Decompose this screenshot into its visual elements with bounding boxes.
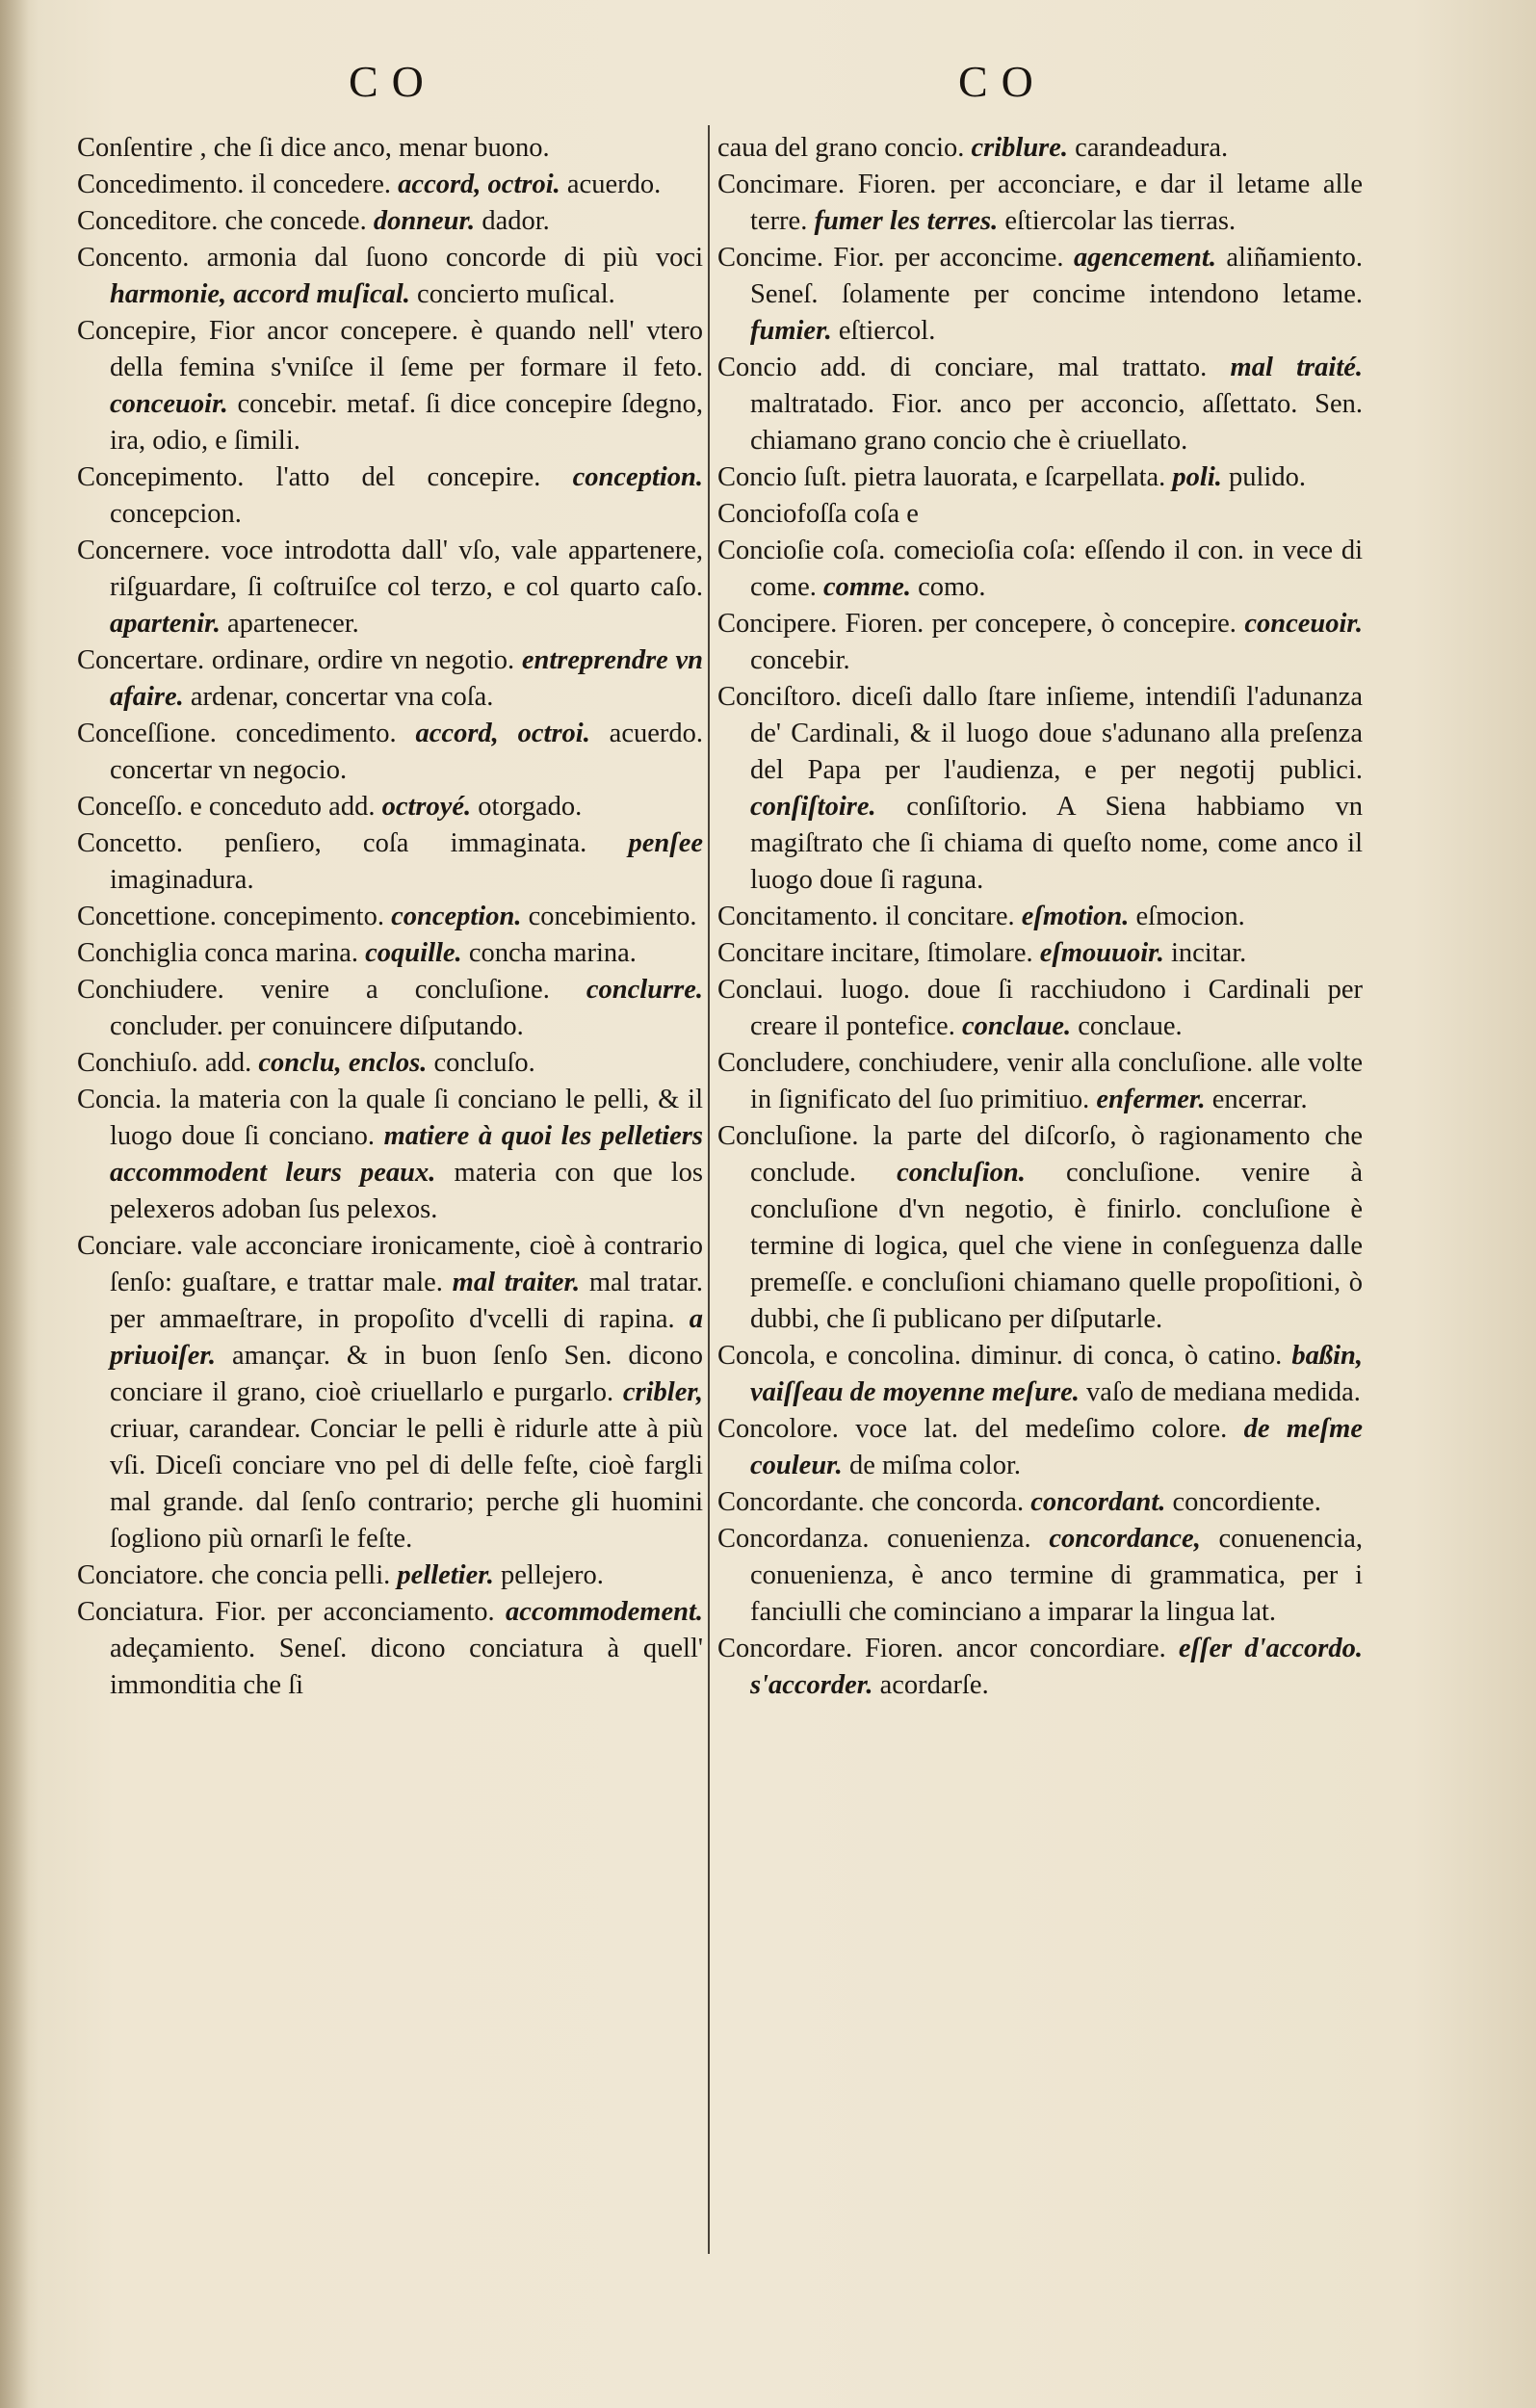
spanish-gloss: incitar. — [1170, 938, 1247, 968]
spanish-gloss: carandeadura. — [1075, 133, 1229, 163]
french-gloss: baßin, vaiſſeau de moyenne meſure. — [750, 1341, 1363, 1407]
headword: Concola, — [717, 1341, 817, 1371]
dictionary-entry — [77, 716, 703, 789]
headword: Concitamento. — [717, 902, 879, 931]
spanish-gloss: imaginadura. — [110, 865, 254, 895]
headword: Conciofoſſa — [717, 499, 847, 529]
definition: Fioren. ancor concordiare. — [865, 1634, 1166, 1663]
right-column — [717, 130, 1363, 1704]
definition: venire a concluſione. — [260, 975, 550, 1005]
spanish-gloss: concebir. metaf. ſi dice concepire ſdegno, ira, odio, e ſimili. — [110, 389, 703, 456]
definition: penſiero, coſa immaginata. — [224, 828, 587, 858]
definition: conca marina. — [204, 938, 359, 968]
french-gloss: eſmouuoir. — [1039, 938, 1164, 968]
french-gloss: enfermer. — [1096, 1085, 1206, 1114]
dictionary-entry — [77, 825, 703, 899]
dictionary-entry — [77, 1045, 703, 1082]
spanish-gloss: acuerdo. concertar vn negocio. — [110, 719, 703, 785]
running-head-right: CO — [958, 57, 1047, 106]
headword: Concordante. — [717, 1487, 865, 1517]
dictionary-entry — [717, 240, 1363, 350]
french-gloss: concordance, — [1049, 1524, 1201, 1554]
dictionary-entry — [717, 1521, 1363, 1631]
french-gloss: mal traiter. — [452, 1268, 581, 1297]
french-gloss: entreprendre vn afaire. — [110, 645, 703, 712]
spanish-gloss: concha marina. — [468, 938, 637, 968]
spanish-gloss: criuar, carandear. Conciar le pelli è ridurle atte à più vſi. Diceſi conciare vno pel di delle feſte, cioè fargli mal grande. dal ſenſo contrario; perche gli huomini ſogliono più ornarſi le feſte. — [110, 1414, 703, 1554]
headword: Concio — [717, 353, 797, 382]
spanish-gloss: encerrar. — [1211, 1085, 1308, 1114]
dictionary-entry — [77, 972, 703, 1045]
french-gloss: conception. — [572, 462, 704, 492]
definition: vale acconciare ironicamente, cioè à contrario ſenſo: guaſtare, e trattar male. — [110, 1231, 703, 1297]
spanish-gloss: eſtiercol. — [838, 316, 936, 346]
french-gloss: accommodement. — [506, 1597, 704, 1627]
dictionary-entry — [77, 1228, 703, 1557]
french-gloss: accord, octroi. — [415, 719, 590, 748]
french-gloss: eſſer d'accordo. — [1178, 1634, 1364, 1663]
french-gloss: donneur. — [373, 206, 476, 236]
dictionary-entry — [77, 1594, 703, 1704]
spanish-gloss: conclaue. — [1078, 1011, 1183, 1041]
definition: coſa. comecioſia coſa: eſſendo il con. in vece di come. — [750, 536, 1363, 602]
headword: Conſentire — [77, 133, 194, 163]
dictionary-entry — [77, 313, 703, 459]
dictionary-entry — [77, 240, 703, 313]
headword: Concimare. — [717, 170, 846, 199]
french-gloss: matiere à quoi les pelletiers accommodent leurs peaux. — [110, 1121, 703, 1188]
spanish-gloss: conuenencia, conuenienza, è anco termine di grammatica, per i fanciulli che cominciano a imparar la lingua lat. — [750, 1524, 1364, 1627]
left-column — [77, 130, 703, 1704]
spanish-gloss: dador. — [482, 206, 550, 236]
dictionary-entry — [717, 459, 1363, 496]
definition: incitare, ſtimolare. — [830, 938, 1033, 968]
definition: conuenienza. — [887, 1524, 1031, 1554]
dictionary-entry — [717, 1045, 1363, 1118]
definition: Fior. per acconcime. — [833, 243, 1064, 273]
spanish-gloss: adeçamiento. Seneſ. dicono conciatura à quell' immonditia che ſi — [110, 1634, 703, 1700]
headword: Concordanza. — [717, 1524, 870, 1554]
french-gloss: conceuoir. — [1244, 609, 1364, 639]
dictionary-entry — [77, 1082, 703, 1228]
headword: Concetto. — [77, 828, 184, 858]
french-gloss: concordant. — [1030, 1487, 1166, 1517]
french-gloss: coquille. — [365, 938, 462, 968]
spanish-gloss: materia con que los pelexeros adoban ſus pelexos. — [110, 1158, 704, 1224]
headword: Conceſſione. — [77, 719, 217, 748]
spanish-gloss: apartenecer. — [226, 609, 359, 639]
spanish-gloss: maltratado. Fior. anco per acconcio, aſſettato. Sen. chiamano grano concio che è criuellato. — [750, 389, 1363, 456]
dictionary-entry — [77, 459, 703, 533]
definition: e conceduto add. — [190, 792, 376, 822]
definition: e concolina. diminur. di conca, ò catino. — [825, 1341, 1283, 1371]
french-gloss: apartenir. — [110, 609, 221, 639]
headword: Concime. — [717, 243, 824, 273]
headword: Conchiudere. — [77, 975, 224, 1005]
definition: l'atto del concepire. — [275, 462, 541, 492]
definition: che concorda. — [871, 1487, 1025, 1517]
spanish-gloss: pellejero. — [501, 1560, 604, 1590]
french-gloss: criblure. — [971, 133, 1069, 163]
spanish-gloss: como. — [918, 572, 986, 602]
spanish-gloss: concebimiento. — [528, 902, 697, 931]
french-gloss: pelletier. — [397, 1560, 494, 1590]
dictionary-entry — [77, 899, 703, 935]
column-rule — [708, 125, 710, 2254]
french-gloss: penſee — [628, 828, 704, 858]
dictionary-entry — [717, 972, 1363, 1045]
definition: che concede. — [224, 206, 367, 236]
headword: Conciare. — [77, 1231, 183, 1261]
definition: concedimento. — [235, 719, 397, 748]
definition: il concedere. — [250, 170, 392, 199]
definition: la parte del diſcorſo, ò ragionamento che conclude. — [750, 1121, 1364, 1188]
definition: Fior. per acconciamento. — [215, 1597, 495, 1627]
headword: Conchiuſo. — [77, 1048, 198, 1078]
dictionary-entry — [77, 642, 703, 716]
french-gloss: conception. — [391, 902, 522, 931]
definition: Fior ancor concepere. è quando nell' vtero della femina s'vniſce il ſeme per formare il feto. — [110, 316, 703, 382]
dictionary-entry — [77, 130, 703, 167]
spanish-gloss: pulido. — [1229, 462, 1306, 492]
dictionary-entry — [717, 1484, 1363, 1521]
definition: diceſi dallo ſtare inſieme, intendiſi l'adunanza de' Cardinali, & il luogo doue s'adunano alla preſenza del Papa per l'audienza, e per negotij publici. — [750, 682, 1364, 785]
spanish-gloss: mal tratar. per ammaeſtrare, in propoſito d'vcelli di rapina. — [110, 1268, 704, 1334]
dictionary-entry — [717, 606, 1363, 679]
dictionary-entry — [717, 679, 1363, 899]
headword: Concioſie — [717, 536, 824, 565]
headword: Concluſione. — [717, 1121, 859, 1151]
french-gloss: de meſme couleur. — [750, 1414, 1364, 1480]
headword: Concertare. — [77, 645, 205, 675]
french-gloss: mal traité. — [1230, 353, 1364, 382]
french-gloss: harmonie, accord muſical. — [110, 279, 410, 309]
headword: Conciatore. — [77, 1560, 205, 1590]
headword: Concento. — [77, 243, 190, 273]
headword: Concitare — [717, 938, 824, 968]
definition: caua del grano concio. — [717, 133, 965, 163]
definition: ordinare, ordire vn negotio. — [211, 645, 515, 675]
spanish-gloss: acordarſe. — [879, 1670, 989, 1700]
french-gloss: a priuoiſer. — [110, 1304, 703, 1371]
headword: Conciatura. — [77, 1597, 205, 1627]
dictionary-entry — [717, 350, 1363, 459]
headword: Concludere, — [717, 1048, 851, 1078]
french-gloss: agencement. — [1073, 243, 1216, 273]
dictionary-entry — [717, 1411, 1363, 1484]
dictionary-entry — [717, 1631, 1363, 1704]
spanish-gloss: conſiſtorio. A Siena habbiamo vn magiſtrato che ſi chiama di queſto nome, come anco il luogo doue ſi raguna. — [750, 792, 1363, 895]
spanish-gloss: concluder. per conuincere diſputando. — [110, 1011, 524, 1041]
headword: Concernere. — [77, 536, 211, 565]
binding-shadow — [0, 0, 29, 2408]
french-gloss: conclaue. — [961, 1011, 1072, 1041]
definition: Fioren. per acconciare, e dar il letame alle terre. — [750, 170, 1363, 236]
spanish-gloss: otorgado. — [478, 792, 583, 822]
spanish-gloss: concordiente. — [1172, 1487, 1321, 1517]
definition: ſuſt. pietra lauorata, e ſcarpellata. — [803, 462, 1166, 492]
dictionary-entry — [717, 1118, 1363, 1338]
definition: la materia con la quale ſi conciano le pelli, & il luogo doue ſi conciano. — [110, 1085, 703, 1151]
headword: Concipere. — [717, 609, 838, 639]
headword: Concolore. — [717, 1414, 839, 1444]
definition: coſa e — [853, 499, 919, 529]
spanish-gloss: concepcion. — [110, 499, 242, 529]
french-gloss: fumer les terres. — [814, 206, 999, 236]
definition: Fioren. per concepere, ò concepire. — [845, 609, 1237, 639]
spanish-gloss: concluſo. — [433, 1048, 535, 1078]
spanish-gloss: concebir. — [750, 645, 850, 675]
dictionary-entry — [717, 130, 1363, 167]
dictionary-entry — [77, 789, 703, 825]
spanish-gloss: concluſione. venire à concluſione d'vn negotio, è finirlo. concluſione è termine di logica, quel che viene in conſeguenza dalle premeſſe. e concluſioni chiamano quelle propoſitioni, ò dubbi, che ſi publicano per diſputarle. — [750, 1158, 1363, 1334]
dictionary-entry — [77, 935, 703, 972]
dictionary-entry — [717, 167, 1363, 240]
definition: il concitare. — [885, 902, 1015, 931]
headword: Conclaui. — [717, 975, 824, 1005]
french-gloss: accord, octroi. — [398, 170, 560, 199]
definition: add. — [205, 1048, 252, 1078]
headword: Concia. — [77, 1085, 162, 1114]
french-gloss: conſiſtoire. — [750, 792, 876, 822]
dictionary-entry — [717, 1338, 1363, 1411]
spanish-gloss: amançar. & in buon ſenſo Sen. dicono conciare il grano, cioè criuellarlo e purgarlo. — [110, 1341, 703, 1407]
spanish-gloss: acuerdo. — [566, 170, 662, 199]
french-gloss: octroyé. — [381, 792, 472, 822]
headword: Conceſſo. — [77, 792, 184, 822]
dictionary-entry — [77, 203, 703, 240]
dictionary-entry — [717, 496, 1363, 533]
dictionary-entry — [77, 1557, 703, 1594]
definition: armonia dal ſuono concorde di più voci — [206, 243, 704, 273]
headword: Conciſtoro. — [717, 682, 843, 712]
definition: luogo. doue ſi racchiudono i Cardinali per creare il pontefice. — [750, 975, 1364, 1041]
spanish-gloss: vaſo de mediana medida. — [1086, 1377, 1361, 1407]
definition: , che ſi dice anco, menar buono. — [199, 133, 550, 163]
french-gloss: comme. — [822, 572, 911, 602]
headword: Concettione. — [77, 902, 217, 931]
definition: voce introdotta dall' vſo, vale appartenere, riſguardare, ſi coſtruiſce col terzo, e col quarto caſo. — [110, 536, 703, 602]
spanish-gloss: aliñamiento. Seneſ. ſolamente per concime intendono letame. — [750, 243, 1363, 309]
spanish-gloss: de miſma color. — [848, 1451, 1022, 1480]
french-gloss: conceuoir. — [110, 389, 228, 419]
french-gloss: poli. — [1172, 462, 1222, 492]
definition: add. di conciare, mal trattato. — [820, 353, 1208, 382]
headword: Concio — [717, 462, 797, 492]
spanish-gloss: eſtiercolar las tierras. — [1004, 206, 1237, 236]
dictionary-entry — [77, 533, 703, 642]
french-gloss: cribler, — [622, 1377, 703, 1407]
spanish-gloss: concierto muſical. — [417, 279, 615, 309]
headword: Conceditore. — [77, 206, 219, 236]
dictionary-entry — [717, 899, 1363, 935]
definition: che concia pelli. — [211, 1560, 391, 1590]
headword: Concepimento. — [77, 462, 245, 492]
french-gloss: s'accorder. — [750, 1670, 873, 1700]
running-head-left: CO — [349, 57, 437, 106]
french-gloss: conclurre. — [586, 975, 703, 1005]
definition: conchiudere, venir alla concluſione. alle volte in ſignificato del ſuo primitiuo. — [750, 1048, 1364, 1114]
headword: Concedimento. — [77, 170, 245, 199]
definition: voce lat. del medeſimo colore. — [855, 1414, 1228, 1444]
dictionary-entry — [77, 167, 703, 203]
spanish-gloss: ardenar, concertar vna coſa. — [190, 682, 494, 712]
dictionary-entry — [717, 935, 1363, 972]
french-gloss: conclu, enclos. — [258, 1048, 428, 1078]
french-gloss: fumier. — [750, 316, 832, 346]
headword: Concordare. — [717, 1634, 853, 1663]
dictionary-entry — [717, 533, 1363, 606]
definition: concepimento. — [222, 902, 384, 931]
headword: Concepire, — [77, 316, 197, 346]
french-gloss: eſmotion. — [1021, 902, 1130, 931]
french-gloss: concluſion. — [897, 1158, 1026, 1188]
headword: Conchiglia — [77, 938, 198, 968]
spanish-gloss: eſmocion. — [1135, 902, 1245, 931]
